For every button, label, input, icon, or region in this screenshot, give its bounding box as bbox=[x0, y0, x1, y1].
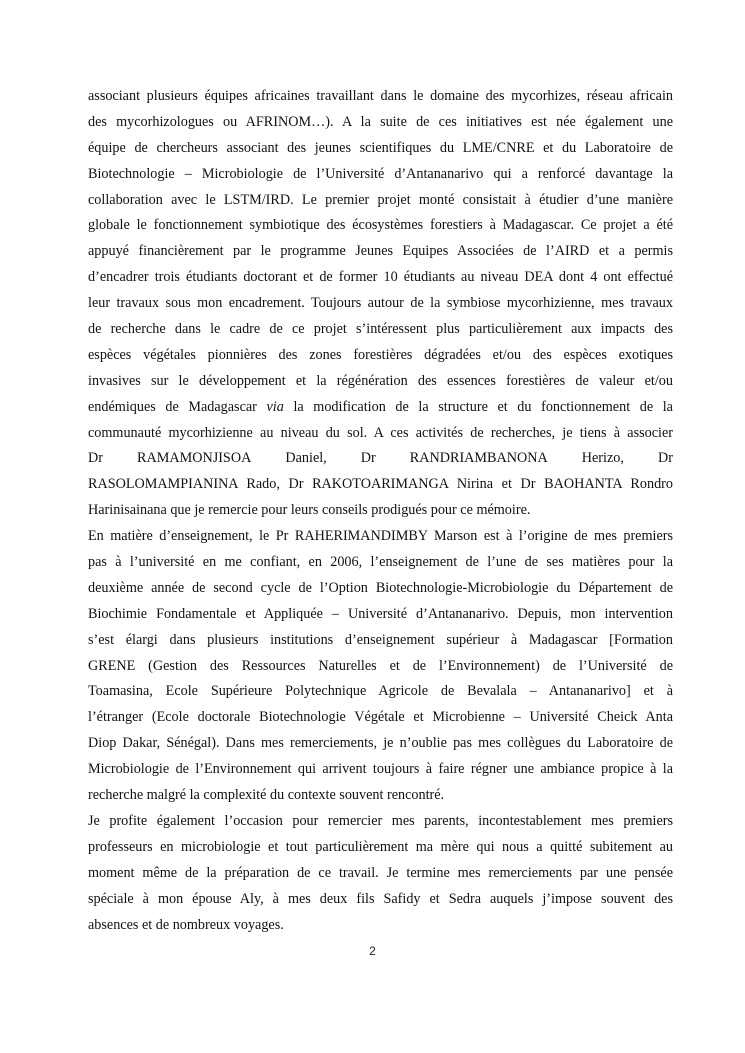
word: Dr bbox=[88, 450, 103, 467]
word: RANDRIAMBANONA bbox=[409, 450, 548, 467]
text-line: communauté mycorhizienne au niveau du sol. A ces activités de recherches, je tiens à associer bbox=[88, 424, 673, 441]
page-number: 2 bbox=[369, 944, 376, 958]
text-line: globale le fonctionnement symbiotique des écosystèmes forestiers à Madagascar. Ce projet a été bbox=[88, 217, 673, 234]
text-line: s’est élargi dans plusieurs institutions d’enseignement supérieur à Madagascar [Formation bbox=[88, 631, 673, 648]
text-line: équipe de chercheurs associant des jeunes scientifiques du LME/CNRE et du Laboratoire de bbox=[88, 139, 673, 156]
text-line: RASOLOMAMPIANINA Rado, Dr RAKOTOARIMANGA Nirina et Dr BAOHANTA Rondro bbox=[88, 476, 673, 493]
text-line: recherche malgré la complexité du contexte souvent rencontré. bbox=[88, 787, 445, 804]
word: Daniel, bbox=[285, 450, 327, 467]
text-line: Je profite également l’occasion pour remercier mes parents, incontestablement mes premiers bbox=[88, 812, 673, 829]
text-segment: la modification de la structure et du fonctionnement de la bbox=[283, 398, 673, 415]
text-segment: endémiques de Madagascar bbox=[88, 398, 267, 415]
paragraph-acknowledgement-research bbox=[88, 84, 673, 524]
text-line: leur travaux sous mon encadrement. Toujours autour de la symbiose mycorhizienne, mes travaux bbox=[88, 295, 673, 312]
text-line: d’encadrer trois étudiants doctorant et de former 10 étudiants au niveau DEA dont 4 ont effectué bbox=[88, 269, 673, 286]
paragraph-acknowledgement-family bbox=[88, 809, 673, 938]
text-line: des mycorhizologues ou AFRINOM…). A la suite de ces initiatives est née également une bbox=[88, 113, 673, 130]
text-line: Biotechnologie – Microbiologie de l’Université d’Antananarivo qui a renforcé davantage la bbox=[88, 165, 673, 182]
body-text bbox=[88, 84, 673, 938]
word: RAMAMONJISOA bbox=[137, 450, 252, 467]
word: Dr bbox=[360, 450, 376, 467]
text-line: associant plusieurs équipes africaines travaillant dans le domaine des mycorhizes, réseau africain bbox=[88, 88, 673, 104]
text-line: pas à l’université en me confiant, en 2006, l’enseignement de l’une de ses matières pour la bbox=[88, 554, 673, 571]
text-line: de recherche dans le cadre de ce projet s’intéressent plus particulièrement aux impacts des bbox=[88, 321, 673, 338]
text-line: Microbiologie de l’Environnement qui arrivent toujours à faire régner une ambiance propice à la bbox=[88, 761, 673, 778]
text-line: Toamasina, Ecole Supérieure Polytechnique Agricole de Bevalala – Antananarivo] et à bbox=[88, 683, 673, 700]
text-line: l’étranger (Ecole doctorale Biotechnologie Végétale et Microbienne – Université Cheick Anta bbox=[88, 709, 673, 726]
text-line: appuyé financièrement par le programme Jeunes Equipes Associées de l’AIRD et a permis bbox=[88, 243, 673, 260]
text-line: deuxième année de second cycle de l’Option Biotechnologie-Microbiologie du Département de bbox=[88, 579, 673, 596]
text-line: spéciale à mon épouse Aly, à mes deux fils Safidy et Sedra auquels j’impose souvent des bbox=[88, 890, 673, 907]
italic-word: via bbox=[266, 398, 284, 415]
paragraph-acknowledgement-teaching bbox=[88, 524, 673, 809]
text-line: En matière d’enseignement, le Pr RAHERIMANDIMBY Marson est à l’origine de mes premiers bbox=[88, 528, 673, 545]
text-line-names bbox=[88, 446, 673, 472]
text-line: espèces végétales pionnières des zones forestières dégradées et/ou des espèces exotiques bbox=[88, 346, 673, 363]
word: Dr bbox=[657, 450, 673, 467]
text-line: Diop Dakar, Sénégal). Dans mes remerciements, je n’oublie pas mes collègues du Laboratoire de bbox=[88, 735, 673, 752]
text-line: collaboration avec le LSTM/IRD. Le premier projet monté consistait à étudier d’une manière bbox=[88, 191, 673, 208]
text-line: professeurs en microbiologie et tout particulièrement ma mère qui nous a quitté subitement au bbox=[88, 838, 673, 855]
text-line-with-italic bbox=[88, 395, 673, 421]
text-line: GRENE (Gestion des Ressources Naturelles et de l’Environnement) de l’Université de bbox=[88, 657, 673, 674]
text-line: Biochimie Fondamentale et Appliquée – Université d’Antananarivo. Depuis, mon intervention bbox=[88, 605, 673, 622]
text-line: Harinisainana que je remercie pour leurs conseils prodigués pour ce mémoire. bbox=[88, 502, 531, 519]
text-line: moment même de la préparation de ce travail. Je termine mes remerciements par une pensée bbox=[88, 864, 673, 881]
word: Herizo, bbox=[581, 450, 624, 467]
text-line: invasives sur le développement et la régénération des essences forestières de valeur et/ou bbox=[88, 372, 673, 389]
text-line: absences et de nombreux voyages. bbox=[88, 916, 284, 933]
